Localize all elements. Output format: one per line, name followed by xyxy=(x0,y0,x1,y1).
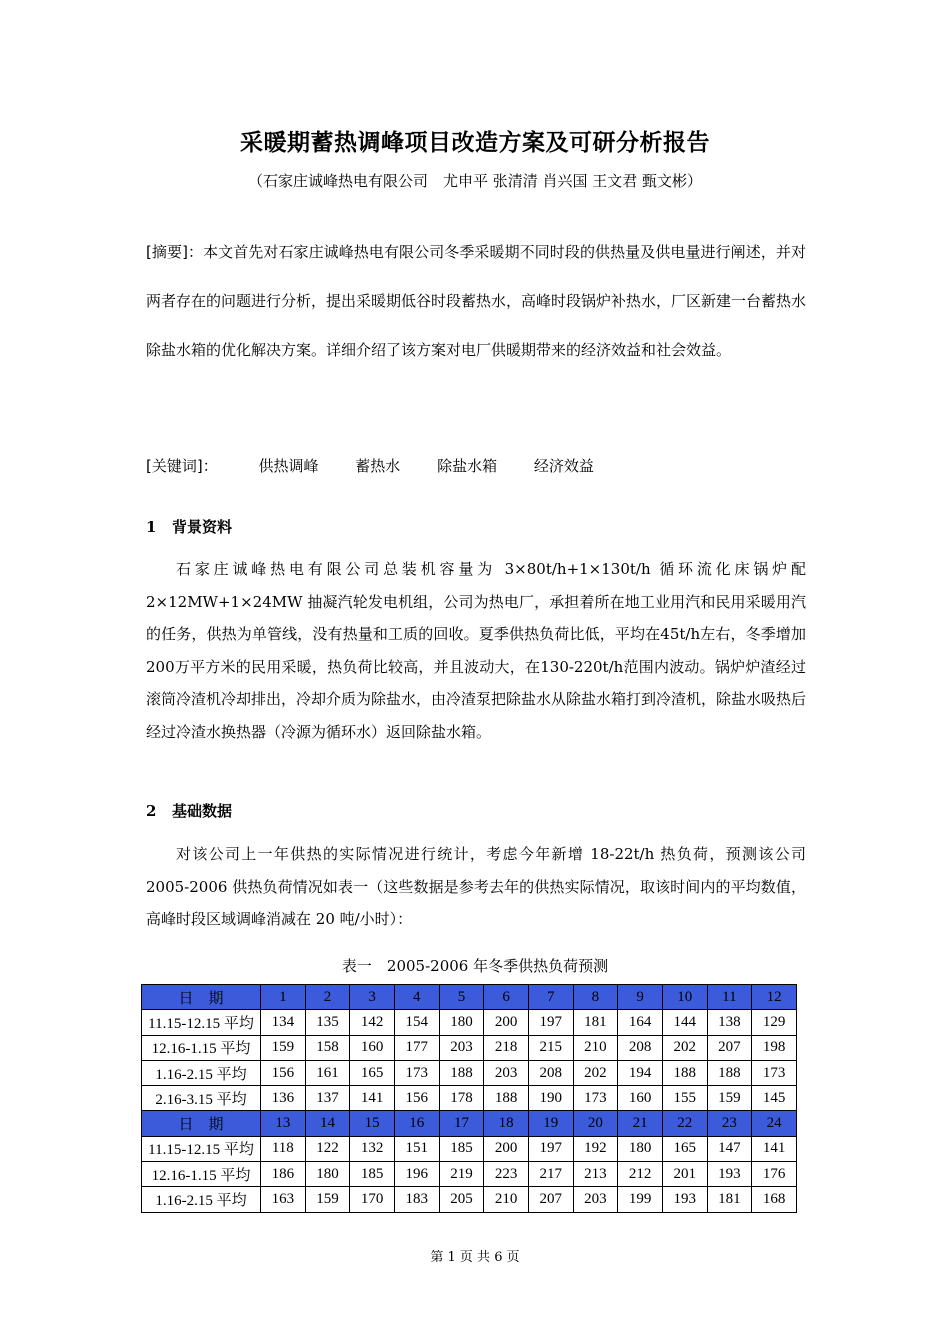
table-cell: 215 xyxy=(528,1035,573,1060)
table-cell: 218 xyxy=(484,1035,529,1060)
table-header-cell: 12 xyxy=(752,985,797,1010)
table-cell: 180 xyxy=(305,1162,350,1187)
section-title: 基础数据 xyxy=(172,802,233,820)
table-cell: 173 xyxy=(573,1086,618,1111)
table-cell: 203 xyxy=(573,1187,618,1212)
table-cell: 151 xyxy=(394,1136,439,1161)
table-cell: 165 xyxy=(662,1136,707,1161)
table-cell: 183 xyxy=(394,1187,439,1212)
table-cell: 201 xyxy=(662,1162,707,1187)
document-title: 采暖期蓄热调峰项目改造方案及可研分析报告 xyxy=(240,130,710,156)
table-header-cell: 11 xyxy=(707,985,752,1010)
table-cell: 188 xyxy=(439,1060,484,1085)
table-cell: 165 xyxy=(350,1060,395,1085)
keyword-item: 蓄热水 xyxy=(355,457,401,475)
table-row-label: 11.15-12.15 平均 xyxy=(142,1010,261,1035)
table-cell: 217 xyxy=(528,1162,573,1187)
table-cell: 210 xyxy=(573,1035,618,1060)
table-cell: 197 xyxy=(528,1136,573,1161)
table-row xyxy=(142,1010,797,1035)
section-paragraph-basic-data: 对该公司上一年供热的实际情况进行统计，考虑今年新增 18-22t/h 热负荷，预测该公司 2005-2006 供热负荷情况如表一（这些数据是参考去年的供热实际情况，取该时间内的平均数值，高峰时段区域调峰消减在 20 吨/小时）： xyxy=(146,845,806,928)
table-row-label: 1.16-2.15 平均 xyxy=(142,1060,261,1085)
table-row xyxy=(142,1060,797,1085)
table-cell: 155 xyxy=(662,1086,707,1111)
table-cell: 141 xyxy=(752,1136,797,1161)
table-cell: 193 xyxy=(662,1187,707,1212)
keywords xyxy=(146,455,806,476)
table-header-cell: 10 xyxy=(662,985,707,1010)
table-cell: 180 xyxy=(618,1136,663,1161)
table-header-label: 日 期 xyxy=(142,985,261,1010)
table-cell: 190 xyxy=(528,1086,573,1111)
table-cell: 144 xyxy=(662,1010,707,1035)
table-cell: 159 xyxy=(707,1086,752,1111)
table-row xyxy=(142,1035,797,1060)
table-cell: 188 xyxy=(484,1086,529,1111)
table-cell: 207 xyxy=(707,1035,752,1060)
keyword-item: 供热调峰 xyxy=(258,457,319,475)
table-cell: 202 xyxy=(662,1035,707,1060)
table-row xyxy=(142,1136,797,1161)
table-header-cell: 22 xyxy=(662,1111,707,1136)
table-cell: 205 xyxy=(439,1187,484,1212)
table-cell: 200 xyxy=(484,1136,529,1161)
table-cell: 185 xyxy=(350,1162,395,1187)
table-cell: 163 xyxy=(261,1187,306,1212)
table-cell: 168 xyxy=(752,1187,797,1212)
table-cell: 156 xyxy=(394,1086,439,1111)
table-header-cell: 21 xyxy=(618,1111,663,1136)
table-header-cell: 6 xyxy=(484,985,529,1010)
table-cell: 178 xyxy=(439,1086,484,1111)
table-header-cell: 2 xyxy=(305,985,350,1010)
table-header-cell: 8 xyxy=(573,985,618,1010)
table-header-cell: 14 xyxy=(305,1111,350,1136)
table-cell: 160 xyxy=(618,1086,663,1111)
table-header-row xyxy=(142,1111,797,1136)
page-footer: 第 1 页 共 6 页 xyxy=(430,1250,520,1265)
table-cell: 212 xyxy=(618,1162,663,1187)
table-cell: 161 xyxy=(305,1060,350,1085)
table-cell: 159 xyxy=(305,1187,350,1212)
table-cell: 159 xyxy=(261,1035,306,1060)
section-heading-background xyxy=(146,516,232,537)
section-number: 1 xyxy=(146,518,157,536)
table-cell: 141 xyxy=(350,1086,395,1111)
table-cell: 129 xyxy=(752,1010,797,1035)
table-row xyxy=(142,1187,797,1212)
table-header-cell: 15 xyxy=(350,1111,395,1136)
table-row-label: 1.16-2.15 平均 xyxy=(142,1187,261,1212)
table-header-label: 日 期 xyxy=(142,1111,261,1136)
table-header-cell: 17 xyxy=(439,1111,484,1136)
table-cell: 118 xyxy=(261,1136,306,1161)
authors-line: （石家庄诚峰热电有限公司 尤申平 张清清 肖兴国 王文君 甄文彬） xyxy=(247,172,703,190)
table-cell: 223 xyxy=(484,1162,529,1187)
keyword-item: 除盐水箱 xyxy=(437,457,498,475)
table-header-cell: 13 xyxy=(261,1111,306,1136)
table-cell: 177 xyxy=(394,1035,439,1060)
table-cell: 137 xyxy=(305,1086,350,1111)
section-number: 2 xyxy=(146,802,157,820)
table-header-cell: 24 xyxy=(752,1111,797,1136)
table-cell: 154 xyxy=(394,1010,439,1035)
table-cell: 142 xyxy=(350,1010,395,1035)
abstract-label: [摘要] xyxy=(146,243,188,261)
table-cell: 185 xyxy=(439,1136,484,1161)
table-header-cell: 23 xyxy=(707,1111,752,1136)
table-cell: 200 xyxy=(484,1010,529,1035)
table-cell: 176 xyxy=(752,1162,797,1187)
table-cell: 160 xyxy=(350,1035,395,1060)
table-cell: 156 xyxy=(261,1060,306,1085)
section-heading-basic-data xyxy=(146,800,232,821)
table-cell: 132 xyxy=(350,1136,395,1161)
table-cell: 188 xyxy=(662,1060,707,1085)
table-header-cell: 18 xyxy=(484,1111,529,1136)
table-cell: 145 xyxy=(752,1086,797,1111)
table-cell: 203 xyxy=(439,1035,484,1060)
table-row-label: 11.15-12.15 平均 xyxy=(142,1136,261,1161)
table-cell: 210 xyxy=(484,1187,529,1212)
table-cell: 164 xyxy=(618,1010,663,1035)
table-row-label: 2.16-3.15 平均 xyxy=(142,1086,261,1111)
keyword-item: 经济效益 xyxy=(533,457,594,475)
table-cell: 203 xyxy=(484,1060,529,1085)
table-cell: 173 xyxy=(394,1060,439,1085)
table-cell: 136 xyxy=(261,1086,306,1111)
table-header-cell: 16 xyxy=(394,1111,439,1136)
section-title: 背景资料 xyxy=(172,518,233,536)
table-header-cell: 7 xyxy=(528,985,573,1010)
abstract-text: ：本文首先对石家庄诚峰热电有限公司冬季采暖期不同时段的供热量及供电量进行阐述，并对两者存在的问题进行分析，提出采暖期低谷时段蓄热水，高峰时段锅炉补热水，厂区新建一台蓄热水除盐水箱的优化解决方案。详细介绍了该方案对电厂供暖期带来的经济效益和社会效益。 xyxy=(146,243,807,359)
table-header-row xyxy=(142,985,797,1010)
table-cell: 147 xyxy=(707,1136,752,1161)
table-cell: 219 xyxy=(439,1162,484,1187)
section-paragraph-background: 石家庄诚峰热电有限公司总装机容量为 3×80t/h+1×130t/h 循环流化床锅炉配 2×12MW+1×24MW 抽凝汽轮发电机组，公司为热电厂，承担着所在地工业用汽和民用采暖用汽的任务，供热为单管线，没有热量和工质的回收。夏季供热负荷比低，平均在45t/h左右，冬季增加200万平方米的民用采暖，热负荷比较高，并且波动大，在130-220t/h范围内波动。锅炉炉渣经过滚筒冷渣机冷却排出，冷却介质为除盐水，由冷渣泵把除盐水从除盐水箱打到冷渣机，除盐水吸热后经过冷渣水换热器（冷源为循环水）返回除盐水箱。 xyxy=(146,560,807,741)
table-cell: 138 xyxy=(707,1010,752,1035)
table-cell: 198 xyxy=(752,1035,797,1060)
table-cell: 208 xyxy=(528,1060,573,1085)
table-row xyxy=(142,1086,797,1111)
table-cell: 196 xyxy=(394,1162,439,1187)
keywords-label: [关键词]： xyxy=(146,457,218,475)
table-cell: 194 xyxy=(618,1060,663,1085)
table-cell: 202 xyxy=(573,1060,618,1085)
heat-load-table xyxy=(141,984,797,1213)
table-header-cell: 4 xyxy=(394,985,439,1010)
table-cell: 158 xyxy=(305,1035,350,1060)
table-header-cell: 20 xyxy=(573,1111,618,1136)
table-cell: 208 xyxy=(618,1035,663,1060)
table-cell: 170 xyxy=(350,1187,395,1212)
table-row xyxy=(142,1162,797,1187)
table-cell: 199 xyxy=(618,1187,663,1212)
table-cell: 207 xyxy=(528,1187,573,1212)
table-header-cell: 3 xyxy=(350,985,395,1010)
table-caption: 表一 2005-2006 年冬季供热负荷预测 xyxy=(341,957,609,975)
table-cell: 181 xyxy=(707,1187,752,1212)
table-cell: 122 xyxy=(305,1136,350,1161)
table-cell: 173 xyxy=(752,1060,797,1085)
table-cell: 197 xyxy=(528,1010,573,1035)
table-cell: 134 xyxy=(261,1010,306,1035)
table-cell: 188 xyxy=(707,1060,752,1085)
table-cell: 193 xyxy=(707,1162,752,1187)
table-header-cell: 9 xyxy=(618,985,663,1010)
table-header-cell: 19 xyxy=(528,1111,573,1136)
table-cell: 186 xyxy=(261,1162,306,1187)
table-row-label: 12.16-1.15 平均 xyxy=(142,1162,261,1187)
table-header-cell: 1 xyxy=(261,985,306,1010)
abstract xyxy=(146,228,806,375)
table-header-cell: 5 xyxy=(439,985,484,1010)
table-cell: 213 xyxy=(573,1162,618,1187)
table-cell: 192 xyxy=(573,1136,618,1161)
table-cell: 181 xyxy=(573,1010,618,1035)
table-row-label: 12.16-1.15 平均 xyxy=(142,1035,261,1060)
table-cell: 180 xyxy=(439,1010,484,1035)
table-cell: 135 xyxy=(305,1010,350,1035)
